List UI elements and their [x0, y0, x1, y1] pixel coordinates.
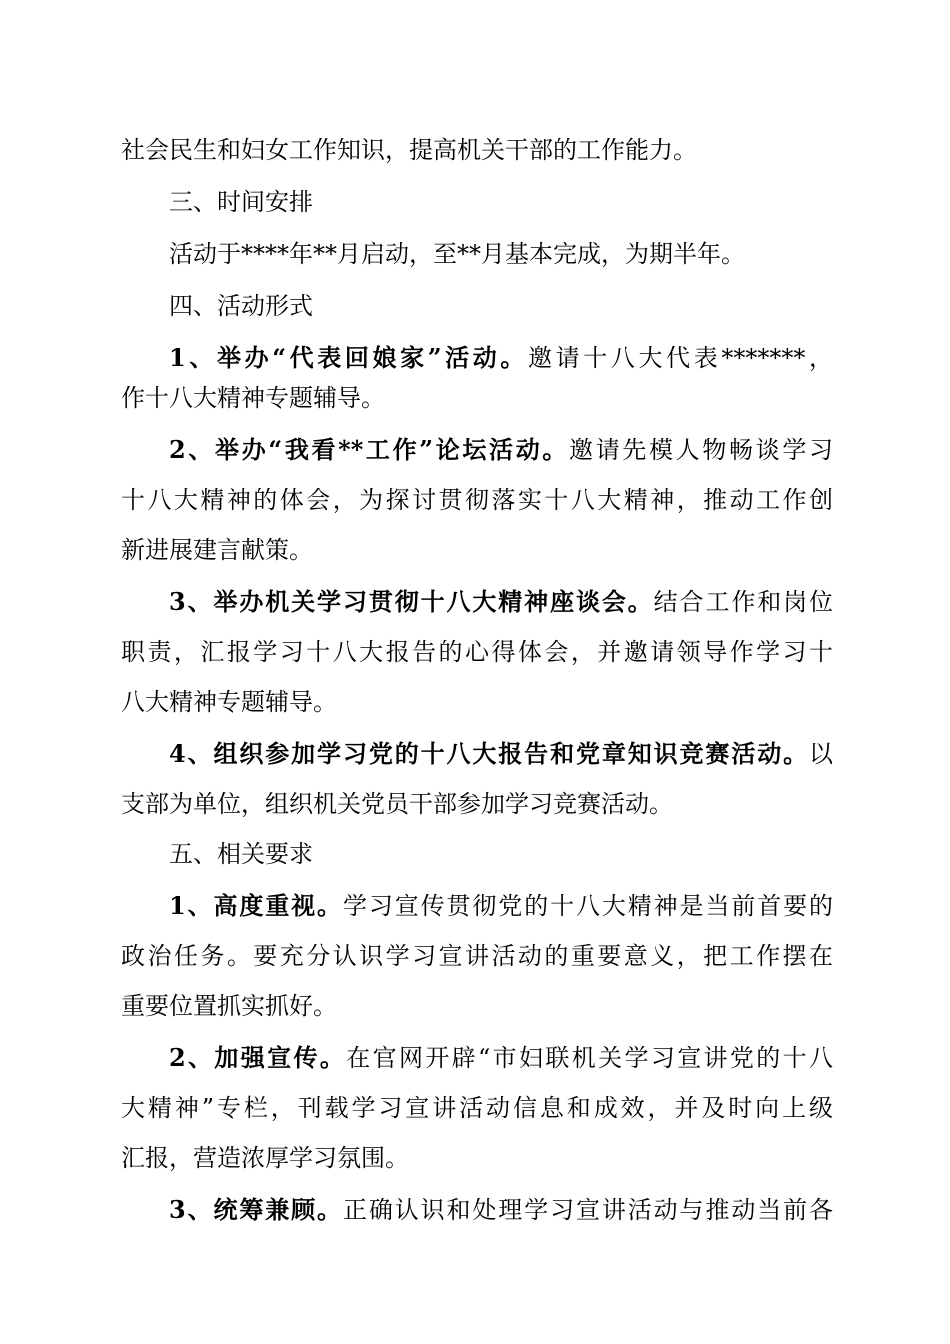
paragraph-line: 政治任务。要充分认识学习宣讲活动的重要意义，把工作摆在 [121, 942, 833, 970]
list-item-line: 3、统筹兼顾。正确认识和处理学习宣讲活动与推动当前各 [169, 1195, 833, 1224]
paragraph-line: 八大精神专题辅导。 [121, 688, 337, 716]
list-item-line: 2、举办“我看**工作”论坛活动。邀请先模人物畅谈学习 [169, 435, 833, 464]
paragraph-line: 作十八大精神专题辅导。 [121, 384, 385, 412]
section-heading-requirements: 五、相关要求 [169, 840, 313, 868]
paragraph-line: 新进展建言献策。 [121, 536, 313, 564]
paragraph-line: 大精神”专栏，刊载学习宣讲活动信息和成效，并及时向上级 [121, 1094, 833, 1122]
paragraph-line: 支部为单位，组织机关党员干部参加学习竞赛活动。 [121, 790, 673, 818]
list-item-line: 3、举办机关学习贯彻十八大精神座谈会。结合工作和岗位 [169, 587, 833, 616]
list-item-line: 4、组织参加学习党的十八大报告和党章知识竞赛活动。以 [169, 739, 833, 768]
paragraph-line: 汇报，营造浓厚学习氛围。 [121, 1144, 409, 1172]
paragraph-line: 社会民生和妇女工作知识，提高机关干部的工作能力。 [121, 136, 697, 164]
section-heading-forms: 四、活动形式 [169, 292, 313, 320]
list-item-line: 1、高度重视。学习宣传贯彻党的十八大精神是当前首要的 [169, 891, 833, 920]
section-heading-schedule: 三、时间安排 [169, 188, 313, 216]
list-item-line: 1、举办“代表回娘家”活动。邀请十八大代表*******， [169, 343, 833, 372]
paragraph-line: 十八大精神的体会，为探讨贯彻落实十八大精神，推动工作创 [121, 486, 833, 514]
list-item-line: 2、加强宣传。在官网开辟“市妇联机关学习宣讲党的十八 [169, 1043, 833, 1072]
paragraph-line: 活动于****年**月启动，至**月基本完成，为期半年。 [169, 240, 745, 268]
paragraph-line: 职责，汇报学习十八大报告的心得体会，并邀请领导作学习十 [121, 638, 833, 666]
paragraph-line: 重要位置抓实抓好。 [121, 992, 337, 1020]
